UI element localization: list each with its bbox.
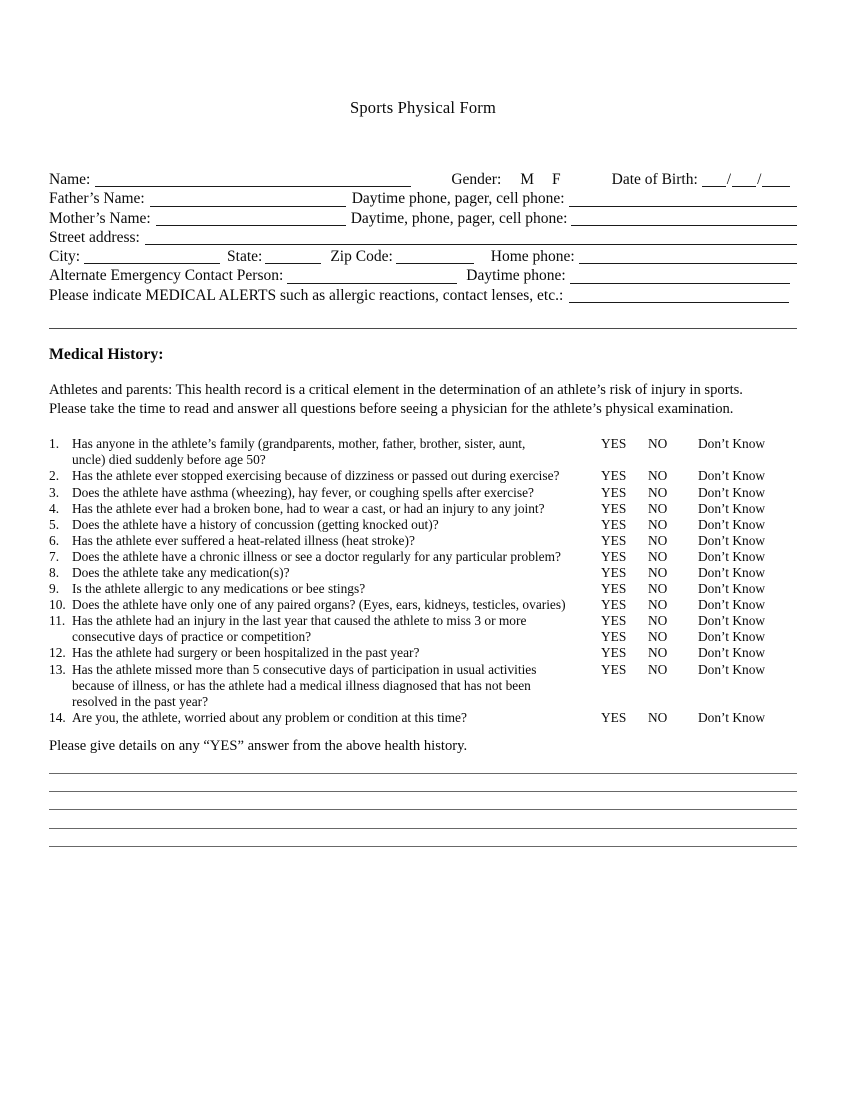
mother-name-label: Mother’s Name:	[49, 209, 151, 227]
question-row	[49, 694, 797, 710]
question-text: Does the athlete have a history of concussion (getting knocked out)?	[72, 516, 439, 532]
details-line[interactable]	[49, 756, 797, 775]
answer-no[interactable]: NO	[648, 597, 668, 613]
street-row	[49, 228, 797, 247]
answer-dont-know[interactable]: Don’t Know	[698, 661, 766, 677]
question-row	[49, 436, 797, 452]
answer-no[interactable]: NO	[648, 661, 668, 677]
answer-no[interactable]: NO	[648, 516, 668, 532]
answer-dont-know[interactable]: Don’t Know	[698, 484, 766, 500]
answer-dont-know[interactable]: Don’t Know	[698, 436, 766, 452]
question-row	[49, 533, 797, 549]
question-text: Is the athlete allergic to any medications or bee stings?	[72, 581, 366, 597]
question-row	[49, 645, 797, 661]
answer-yes[interactable]	[601, 452, 648, 468]
answer-yes[interactable]	[601, 694, 648, 710]
answer-no[interactable]: NO	[648, 436, 668, 452]
details-line[interactable]	[49, 792, 797, 810]
answer-yes[interactable]: YES	[601, 532, 627, 548]
answer-no[interactable]: NO	[648, 565, 668, 581]
details-line[interactable]	[49, 829, 797, 847]
question-text: Has the athlete ever had a broken bone, had to wear a cast, or had an injury to any joint?	[72, 500, 545, 516]
answer-no[interactable]: NO	[648, 613, 668, 629]
details-prompt: Please give details on any “YES” answer from the above health history.	[49, 737, 468, 754]
home-phone-line[interactable]	[579, 262, 797, 264]
father-phone-line[interactable]	[569, 205, 797, 207]
name-field-line[interactable]	[95, 185, 411, 187]
alt-daytime-phone-label: Daytime phone:	[466, 267, 566, 285]
dob-month-line[interactable]	[702, 185, 726, 187]
question-row	[49, 468, 797, 484]
question-row	[49, 517, 797, 533]
question-text: Has the athlete missed more than 5 consecutive days of participation in usual activities	[72, 661, 537, 677]
answer-dont-know[interactable]: Don’t Know	[698, 613, 766, 629]
question-number: 5.	[49, 516, 60, 532]
answer-dont-know[interactable]: Don’t Know	[698, 516, 766, 532]
question-text: resolved in the past year?	[72, 693, 209, 709]
gender-option-f[interactable]: F	[552, 171, 561, 188]
question-row	[49, 501, 797, 517]
answer-yes[interactable]: YES	[601, 581, 627, 597]
question-number	[49, 452, 72, 468]
state-label: State:	[227, 248, 263, 266]
question-number: 7.	[49, 548, 60, 564]
question-text: Has the athlete had surgery or been hospitalized in the past year?	[72, 645, 420, 661]
answer-no[interactable]: NO	[648, 548, 668, 564]
answer-yes[interactable]: YES	[601, 436, 627, 452]
question-text: uncle) died suddenly before age 50?	[72, 452, 266, 468]
street-address-label: Street address:	[49, 228, 140, 246]
answer-yes[interactable]: YES	[601, 613, 627, 629]
question-number: 1.	[49, 436, 60, 452]
answer-dont-know[interactable]: Don’t Know	[698, 468, 766, 484]
answer-no[interactable]: NO	[648, 581, 668, 597]
question-row	[49, 597, 797, 613]
answer-yes[interactable]	[601, 678, 648, 694]
mother-phone-line[interactable]	[571, 224, 797, 226]
question-row	[49, 565, 797, 581]
answer-yes[interactable]: YES	[601, 661, 627, 677]
question-number: 6.	[49, 532, 60, 548]
question-number: 4.	[49, 500, 60, 516]
answer-dont-know[interactable]	[698, 694, 797, 710]
city-line[interactable]	[84, 262, 220, 264]
answer-yes[interactable]: YES	[601, 645, 627, 661]
answer-no[interactable]: NO	[648, 532, 668, 548]
gender-label: Gender:	[451, 171, 502, 188]
answer-no[interactable]	[648, 452, 698, 468]
answer-yes[interactable]: YES	[601, 468, 627, 484]
question-number	[49, 694, 72, 710]
answer-yes[interactable]: YES	[601, 516, 627, 532]
details-line[interactable]	[49, 810, 797, 828]
answer-no[interactable]	[648, 678, 698, 694]
dob-year-line[interactable]	[762, 185, 790, 187]
question-row	[49, 662, 797, 678]
zip-code-line[interactable]	[396, 262, 474, 264]
alt-contact-line[interactable]	[287, 282, 457, 284]
answer-yes[interactable]: YES	[601, 500, 627, 516]
alt-daytime-phone-line[interactable]	[570, 282, 790, 284]
question-number: 11.	[49, 613, 66, 629]
question-row	[49, 549, 797, 565]
question-number: 3.	[49, 484, 60, 500]
answer-no[interactable]: NO	[648, 709, 668, 725]
questions-list	[49, 436, 797, 726]
question-number: 12.	[49, 645, 66, 661]
question-row	[49, 678, 797, 694]
answer-dont-know[interactable]: Don’t Know	[698, 548, 766, 564]
name-label: Name:	[49, 171, 91, 188]
question-number: 2.	[49, 468, 60, 484]
dob-separator: /	[726, 171, 732, 188]
question-number: 10.	[49, 597, 66, 613]
answer-no[interactable]: NO	[648, 484, 668, 500]
question-text: Does the athlete have only one of any paired organs? (Eyes, ears, kidneys, testicles, ovaries)	[72, 597, 566, 613]
question-row	[49, 629, 797, 645]
father-name-label: Father’s Name:	[49, 190, 145, 208]
question-text: because of illness, or has the athlete had a medical illness diagnosed that has not been	[72, 677, 531, 693]
answer-yes[interactable]: YES	[601, 629, 627, 645]
father-phone-label: Daytime phone, pager, cell phone:	[351, 190, 565, 208]
answer-dont-know[interactable]: Don’t Know	[698, 500, 766, 516]
question-row	[49, 485, 797, 501]
answer-yes[interactable]: YES	[601, 548, 627, 564]
question-text: Has the athlete had an injury in the last year that caused the athlete to miss 3 or more	[72, 613, 527, 629]
alternate-contact-row	[49, 266, 797, 285]
question-text: Does the athlete have a chronic illness or see a doctor regularly for any particular problem?	[72, 548, 561, 564]
medical-alerts-line[interactable]	[569, 301, 789, 303]
question-number: 8.	[49, 565, 60, 581]
father-name-line[interactable]	[150, 205, 346, 207]
contact-info-section	[49, 170, 797, 305]
state-line[interactable]	[265, 262, 321, 264]
question-row	[49, 581, 797, 597]
question-number: 9.	[49, 581, 60, 597]
answer-no[interactable]: NO	[648, 468, 668, 484]
form-title: Sports Physical Form	[349, 98, 497, 117]
name-row	[49, 170, 797, 189]
details-line[interactable]	[49, 774, 797, 792]
dob-day-line[interactable]	[732, 185, 756, 187]
intro-line: Please take the time to read and answer all questions before seeing a physician for the athlete’s physical examination.	[49, 400, 734, 417]
gender-option-m[interactable]: M	[520, 171, 535, 188]
answer-dont-know[interactable]: Don’t Know	[698, 532, 766, 548]
intro-line: Athletes and parents: This health record is a critical element in the determination of an athlete’s risk of injury in sports.	[49, 382, 743, 399]
question-text: Has the athlete ever stopped exercising because of dizziness or passed out during exercise?	[72, 468, 560, 484]
question-number	[49, 678, 72, 694]
answer-dont-know[interactable]: Don’t Know	[698, 565, 766, 581]
answer-no[interactable]: NO	[648, 645, 668, 661]
answer-dont-know[interactable]: Don’t Know	[698, 645, 766, 661]
answer-dont-know[interactable]: Don’t Know	[698, 581, 766, 597]
question-text: Does the athlete take any medication(s)?	[72, 565, 290, 581]
question-text: Has anyone in the athlete’s family (grandparents, mother, father, brother, sister, aunt,	[72, 436, 526, 452]
dob-label: Date of Birth:	[611, 171, 698, 188]
answer-yes[interactable]: YES	[601, 709, 627, 725]
dob-separator: /	[757, 171, 762, 188]
answer-dont-know[interactable]: Don’t Know	[698, 709, 766, 725]
zip-code-label: Zip Code:	[330, 248, 393, 266]
answer-no[interactable]	[648, 694, 698, 710]
answer-no[interactable]: NO	[648, 500, 668, 516]
city-label: City:	[49, 248, 81, 266]
answer-dont-know[interactable]	[698, 452, 797, 468]
section-divider	[49, 328, 797, 329]
city-row	[49, 247, 797, 266]
alt-contact-label: Alternate Emergency Contact Person:	[49, 267, 284, 285]
mother-name-line[interactable]	[156, 224, 346, 226]
details-answer-area	[49, 756, 797, 847]
medical-history-intro	[49, 381, 797, 418]
question-row	[49, 710, 797, 726]
mother-phone-label: Daytime, phone, pager, cell phone:	[350, 209, 568, 227]
mother-row	[49, 209, 797, 228]
question-number: 13.	[49, 661, 66, 677]
answer-dont-know[interactable]: Don’t Know	[698, 629, 766, 645]
medical-alerts-label: Please indicate MEDICAL ALERTS such as allergic reactions, contact lenses, etc.:	[49, 286, 564, 304]
question-text: Are you, the athlete, worried about any problem or condition at this time?	[72, 709, 467, 725]
home-phone-label: Home phone:	[490, 248, 575, 266]
answer-no[interactable]: NO	[648, 629, 668, 645]
question-row	[49, 452, 797, 468]
answer-yes[interactable]: YES	[601, 597, 627, 613]
street-address-line[interactable]	[145, 243, 797, 245]
medical-alerts-row	[49, 286, 797, 305]
father-row	[49, 189, 797, 208]
question-number	[49, 629, 72, 645]
answer-yes[interactable]: YES	[601, 565, 627, 581]
question-text: Has the athlete ever suffered a heat-related illness (heat stroke)?	[72, 532, 415, 548]
question-text: Does the athlete have asthma (wheezing), hay fever, or coughing spells after exercise?	[72, 484, 534, 500]
question-text: consecutive days of practice or competition?	[72, 629, 312, 645]
answer-yes[interactable]: YES	[601, 484, 627, 500]
question-row	[49, 613, 797, 629]
question-number: 14.	[49, 709, 66, 725]
medical-history-heading: Medical History:	[49, 346, 164, 364]
answer-dont-know[interactable]: Don’t Know	[698, 597, 766, 613]
answer-dont-know[interactable]	[698, 678, 797, 694]
